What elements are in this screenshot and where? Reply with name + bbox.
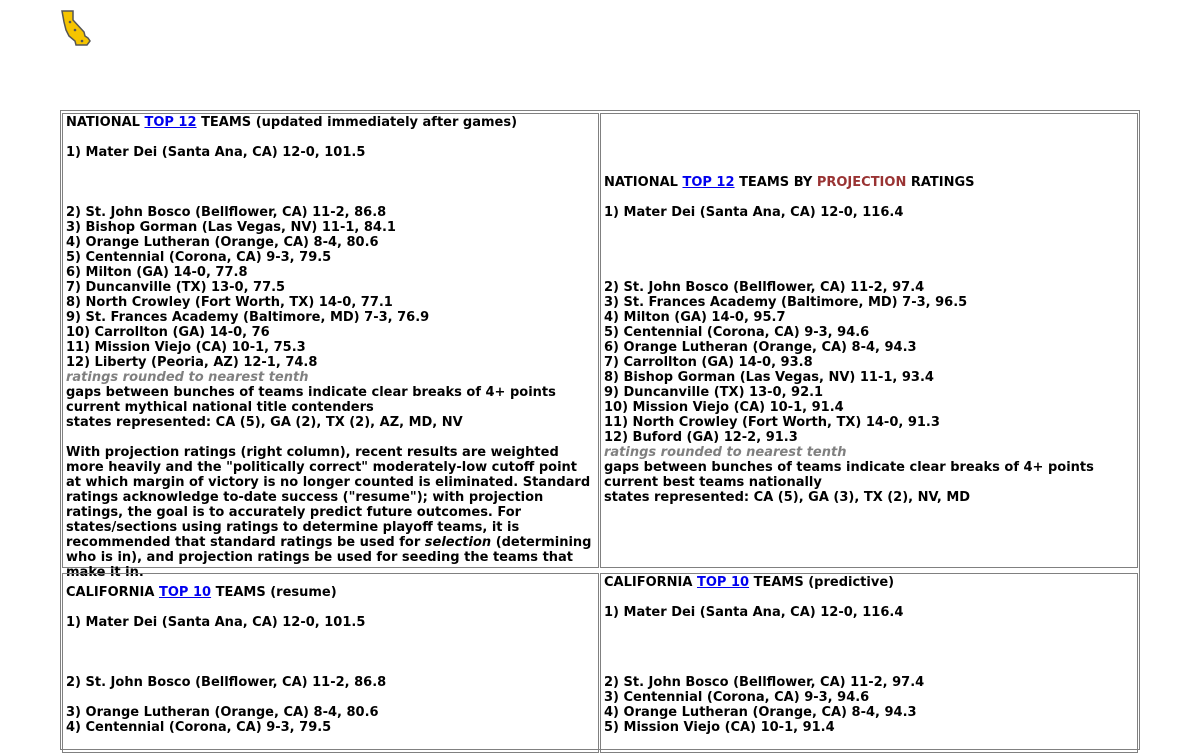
list-item: 11) North Crowley (Fort Worth, TX) 14-0, 91.3 bbox=[604, 415, 940, 430]
top12-link[interactable]: TOP 12 bbox=[144, 115, 197, 130]
california-resume-cell bbox=[62, 573, 599, 753]
list-item: 10) Carrollton (GA) 14-0, 76 bbox=[66, 325, 270, 340]
california-predictive-title: CALIFORNIA TOP 10 TEAMS (predictive) bbox=[604, 575, 895, 590]
top10-link[interactable]: TOP 10 bbox=[158, 585, 212, 600]
list-item: 8) North Crowley (Fort Worth, TX) 14-0, 77.1 bbox=[66, 295, 393, 310]
national-standard-cell bbox=[62, 113, 599, 580]
list-item: 3) Bishop Gorman (Las Vegas, NV) 11-1, 84.1 bbox=[66, 220, 396, 235]
rounding-note: ratings rounded to nearest tenth bbox=[66, 370, 309, 385]
california-predictive-cell bbox=[600, 573, 1138, 753]
list-item: 1) Mater Dei (Santa Ana, CA) 12-0, 101.5 bbox=[66, 145, 366, 160]
footer-line: states represented: CA (5), GA (2), TX (2), AZ, MD, NV bbox=[66, 415, 463, 430]
footer-line: current best teams nationally bbox=[604, 475, 822, 490]
list-item: 5) Mission Viejo (CA) 10-1, 91.4 bbox=[604, 720, 835, 735]
california-map-logo[interactable] bbox=[60, 8, 98, 46]
list-item: 11) Mission Viejo (CA) 10-1, 75.3 bbox=[66, 340, 306, 355]
list-item: 2) St. John Bosco (Bellflower, CA) 11-2, 97.4 bbox=[604, 280, 925, 295]
footer-line: current mythical national title contenders bbox=[66, 400, 374, 415]
list-item: 5) Centennial (Corona, CA) 9-3, 79.5 bbox=[66, 250, 332, 265]
list-item: 8) Bishop Gorman (Las Vegas, NV) 11-1, 93.4 bbox=[604, 370, 934, 385]
list-item: 9) Duncanville (TX) 13-0, 92.1 bbox=[604, 385, 824, 400]
list-item: 3) St. Frances Academy (Baltimore, MD) 7-3, 96.5 bbox=[604, 295, 968, 310]
projection-explanation: With projection ratings (right column), recent results are weighted more heavily and the "politically correct" moderately-low cutoff point at which margin of victory is no longer counted is eliminated. Standard ratings acknowledge to-date success ("resume"); with projection ratings, the goal is to accurately predict future outcomes. For states/sections using ratings to determine playoff teams, it is recommended that standard ratings be used for selection (determining who is in), and projection ratings be used for seeding the teams that make it in. bbox=[66, 445, 592, 580]
national-standard-footer bbox=[66, 385, 595, 430]
national-projection-footer bbox=[604, 460, 1134, 505]
list-item: 3) Centennial (Corona, CA) 9-3, 94.6 bbox=[604, 690, 870, 705]
list-item: 2) St. John Bosco (Bellflower, CA) 11-2, 86.8 bbox=[66, 675, 387, 690]
list-item: 1) Mater Dei (Santa Ana, CA) 12-0, 101.5 bbox=[66, 615, 366, 630]
list-item: 7) Duncanville (TX) 13-0, 77.5 bbox=[66, 280, 286, 295]
list-item: 3) Orange Lutheran (Orange, CA) 8-4, 80.6 bbox=[66, 705, 379, 720]
list-item: 5) Centennial (Corona, CA) 9-3, 94.6 bbox=[604, 325, 870, 340]
list-item: 7) Carrollton (GA) 14-0, 93.8 bbox=[604, 355, 813, 370]
list-item: 4) Orange Lutheran (Orange, CA) 8-4, 80.6 bbox=[66, 235, 379, 250]
list-item: 4) Orange Lutheran (Orange, CA) 8-4, 94.3 bbox=[604, 705, 917, 720]
footer-line: gaps between bunches of teams indicate clear breaks of 4+ points bbox=[66, 385, 556, 400]
footer-line: gaps between bunches of teams indicate clear breaks of 4+ points bbox=[604, 460, 1094, 475]
list-item: 4) Centennial (Corona, CA) 9-3, 79.5 bbox=[66, 720, 332, 735]
top10-link[interactable]: TOP 10 bbox=[696, 575, 750, 590]
national-standard-list bbox=[66, 205, 595, 370]
list-item: 12) Buford (GA) 12-2, 91.3 bbox=[604, 430, 798, 445]
california-resume-list bbox=[66, 705, 595, 735]
list-item: 4) Milton (GA) 14-0, 95.7 bbox=[604, 310, 786, 325]
list-item: 1) Mater Dei (Santa Ana, CA) 12-0, 116.4 bbox=[604, 205, 904, 220]
national-projection-title: NATIONAL TOP 12 TEAMS BY PROJECTION RATINGS bbox=[604, 175, 975, 190]
list-item: 12) Liberty (Peoria, AZ) 12-1, 74.8 bbox=[66, 355, 318, 370]
rounding-note: ratings rounded to nearest tenth bbox=[604, 445, 847, 460]
national-projection-list bbox=[604, 280, 1134, 445]
list-item: 1) Mater Dei (Santa Ana, CA) 12-0, 116.4 bbox=[604, 605, 904, 620]
list-item: 9) St. Frances Academy (Baltimore, MD) 7-3, 76.9 bbox=[66, 310, 430, 325]
california-resume-title: CALIFORNIA TOP 10 TEAMS (resume) bbox=[66, 585, 337, 600]
list-item: 10) Mission Viejo (CA) 10-1, 91.4 bbox=[604, 400, 844, 415]
national-standard-title: NATIONAL TOP 12 TEAMS (updated immediately after games) bbox=[66, 115, 518, 130]
list-item: 6) Milton (GA) 14-0, 77.8 bbox=[66, 265, 248, 280]
california-predictive-list bbox=[604, 675, 1134, 735]
list-item: 2) St. John Bosco (Bellflower, CA) 11-2, 86.8 bbox=[66, 205, 387, 220]
national-projection-cell bbox=[600, 113, 1138, 568]
top12-link[interactable]: TOP 12 bbox=[682, 175, 735, 190]
list-item: 2) St. John Bosco (Bellflower, CA) 11-2, 97.4 bbox=[604, 675, 925, 690]
footer-line: states represented: CA (5), GA (3), TX (2), NV, MD bbox=[604, 490, 971, 505]
list-item: 6) Orange Lutheran (Orange, CA) 8-4, 94.3 bbox=[604, 340, 917, 355]
